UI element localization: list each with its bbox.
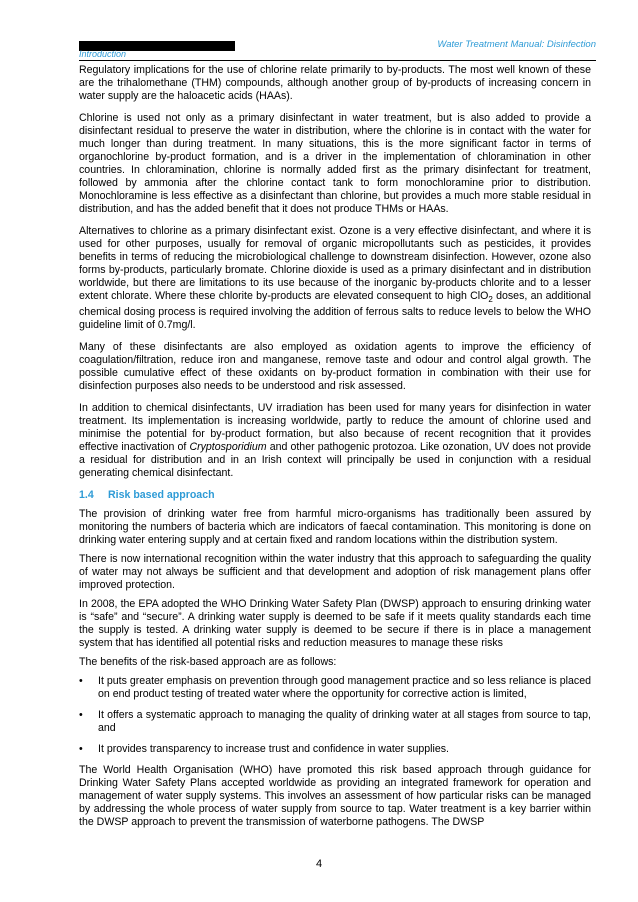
bullet-icon: • xyxy=(79,743,83,756)
paragraph-dwsp-adoption: In 2008, the EPA adopted the WHO Drinking Water Safety Plan (DWSP) approach to ensuring drinking water is “safe” and “secure”. A drinking water supply is deemed to be safe if it meets quality standards each time the supply is tested. A drinking water supply is deemed to be secure if there is in place a management system that has identified all potential risks and reduction measures to manage these risks xyxy=(79,598,591,650)
section-heading xyxy=(79,489,591,502)
header-divider xyxy=(79,60,596,61)
list-item xyxy=(79,675,591,701)
paragraph-chloramination: Chlorine is used not only as a primary disinfectant in water treatment, but is also added to provide a disinfectant residual to preserve the water in distribution, where the chlorine is in contact with the water for much longer than during treatment. In many situations, this is the more significant factor in terms of organochlorine by-product formation, and is a driver in the implementation of chloramination in other countries. In chloramination, chlorine is normally added first as the primary disinfectant for treatment, followed by ammonia after the chlorine contact tank to form monochloramine prior to distribution. Monochloramine is less effective as a disinfectant than chlorine, but provides a much more stable residual in distribution, and has the added benefit that it does not produce THMs or HAAs. xyxy=(79,112,591,215)
page-number: 4 xyxy=(315,858,323,870)
paragraph-alternatives-text: Alternatives to chlorine as a primary disinfectant exist. Ozone is a very effective disinfectant, and where it is used for other purposes, usually for removal of organic micropollutants such as pesticides, it provides benefits in terms of reducing the microbiological challenge to downstream disinfection. However, ozone also forms by-products, particularly bromate. Chlorine dioxide is used as a primary disinfectant and in distribution worldwide, but there are limitations to its use because of the inorganic by-products chlorite and to a lesser extent chlorate. Where these chlorite by-products are elevated consequent to high ClO xyxy=(79,225,591,302)
paragraph-who-guidance: The World Health Organisation (WHO) have promoted this risk based approach through guidance for Drinking Water Safety Plans accepted worldwide as providing an integrated framework for operation and management of water supply systems. This involves an assessment of how particular risks can be managed by addressing the whole process of water supply from source to tap. Water treatment is a key barrier within the DWSP approach to prevent the transmission of waterborne pathogens. The DWSP xyxy=(79,764,591,829)
paragraph-oxidation: Many of these disinfectants are also employed as oxidation agents to improve the efficiency of coagulation/filtration, reduce iron and manganese, remove taste and odour and control algal growth. The possible cumulative effect of these oxidants on by-product formation in combination with their use for disinfection purposes also needs to be understood and risk assessed. xyxy=(79,341,591,393)
section-number: 1.4 xyxy=(79,489,94,502)
bullet-icon: • xyxy=(79,709,83,722)
section-title: Risk based approach xyxy=(108,489,215,502)
list-item-text: It provides transparency to increase trust and confidence in water supplies. xyxy=(98,743,449,756)
cryptosporidium-term: Cryptosporidium xyxy=(189,441,267,454)
paragraph-uv-text: In addition to chemical disinfectants, UV irradiation has been used for many years for disinfection in water treatment. Its implementation is increasing worldwide, partly to reduce the amount of chlorine used and minimise the potential for by-product formation, but also because of recent recognition that it provides effective inactivation of xyxy=(79,402,591,454)
list-item xyxy=(79,709,591,735)
list-item-text: It offers a systematic approach to managing the quality of drinking water at all stages from source to tap, and xyxy=(98,709,591,735)
paragraph-monitoring: The provision of drinking water free from harmful micro-organisms has traditionally been assured by monitoring the numbers of bacteria which are indicators of faecal contamination. This monitoring is done on drinking water entering supply and at certain fixed and random locations within the distribution system. xyxy=(79,508,591,547)
header-manual-title: Water Treatment Manual: Disinfection xyxy=(437,39,596,50)
paragraph-alternatives-text-end: doses, an additional chemical dosing process is required involving the addition of ferrous salts to reduce levels to below the WHO guideline limit of 0.7mg/l. xyxy=(79,290,591,332)
paragraph-uv xyxy=(79,402,591,480)
header-section-label: Introduction xyxy=(79,49,127,59)
paragraph-alternatives xyxy=(79,225,591,332)
paragraph-uv-text-end: and other pathogenic protozoa. Like ozonation, UV does not provide a residual for distribution and in an Irish context will principally be used in conjunction with a residual generating chemical disinfectant. xyxy=(79,441,591,480)
list-item-text: It puts greater emphasis on prevention through good management practice and so less reliance is placed on end product testing of treated water where the opportunity for corrective action is limited, xyxy=(98,675,591,701)
benefits-list xyxy=(79,675,591,756)
page-body xyxy=(79,64,591,838)
bullet-icon: • xyxy=(79,675,83,688)
list-item xyxy=(79,743,591,756)
paragraph-benefits-intro: The benefits of the risk-based approach are as follows: xyxy=(79,656,337,669)
paragraph-by-products: Regulatory implications for the use of chlorine relate primarily to by-products. The most well known of these are the trihalomethane (THM) compounds, although another group of by-products of increasing concern in water supply are the haloacetic acids (HAAs). xyxy=(79,64,591,102)
paragraph-recognition: There is now international recognition within the water industry that this approach to safeguarding the quality of water may not always be sufficient and that development and adoption of risk management plans offer improved protection. xyxy=(79,553,591,592)
subscript-two: 2 xyxy=(488,295,493,305)
